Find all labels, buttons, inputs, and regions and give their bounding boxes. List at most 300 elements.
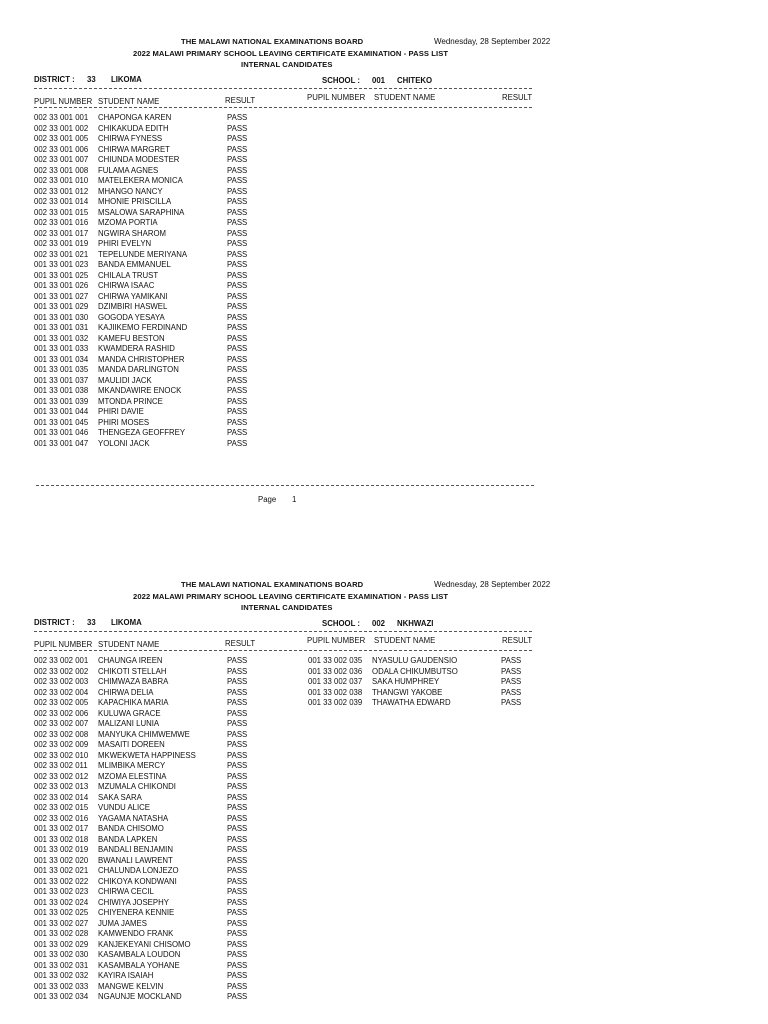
result-value: PASS xyxy=(227,165,248,175)
student-name: MANDA CHRISTOPHER xyxy=(98,354,185,364)
pupil-number: 002 33 002 011 xyxy=(34,761,88,770)
result-value: PASS xyxy=(227,155,248,164)
student-name: MZUMALA CHIKONDI xyxy=(98,782,176,791)
pupil-number: 001 33 002 036 xyxy=(308,666,363,676)
result-value: PASS xyxy=(501,698,522,707)
result-row xyxy=(34,877,274,888)
result-value: PASS xyxy=(227,855,248,865)
result-value: PASS xyxy=(227,144,248,154)
pupil-number: 001 33 002 038 xyxy=(308,687,363,697)
result-row xyxy=(34,929,274,940)
pupil-number: 002 33 002 010 xyxy=(34,750,89,760)
pupil-number: 001 33 002 037 xyxy=(308,677,363,686)
result-row xyxy=(34,407,274,418)
pupil-number: 002 33 002 012 xyxy=(34,771,89,781)
student-name: MKWEKWETA HAPPINESS xyxy=(98,750,196,760)
pupil-number: 002 33 001 006 xyxy=(34,144,89,154)
result-row xyxy=(34,229,274,240)
student-name: KULUWA GRACE xyxy=(98,708,161,718)
result-value: PASS xyxy=(227,270,248,280)
pupil-number: 001 33 001 038 xyxy=(34,386,89,395)
board-title: THE MALAWI NATIONAL EXAMINATIONS BOARD xyxy=(181,37,364,46)
student-name: MSALOWA SARAPHINA xyxy=(98,207,185,217)
result-row xyxy=(34,155,274,166)
result-row xyxy=(34,824,274,835)
student-name: CHIRWA YAMIKANI xyxy=(98,291,168,301)
district-code: 33 xyxy=(87,618,96,627)
pupil-number: 002 33 001 001 xyxy=(34,113,89,122)
result-row xyxy=(34,302,274,313)
result-row xyxy=(34,344,274,355)
student-name: BANDALI BENJAMIN xyxy=(98,845,173,854)
result-row xyxy=(34,418,274,429)
result-row xyxy=(34,271,274,282)
student-name: CHIWIYA JOSEPHY xyxy=(98,897,169,907)
pupil-number: 001 33 001 033 xyxy=(34,344,89,353)
page-number: 1 xyxy=(292,495,297,504)
result-value: PASS xyxy=(227,249,248,259)
pupil-number: 001 33 001 039 xyxy=(34,396,89,406)
result-row xyxy=(34,940,274,951)
results-list-right xyxy=(308,656,538,709)
pupil-number: 001 33 001 032 xyxy=(34,333,89,343)
result-row xyxy=(34,113,274,124)
result-value: PASS xyxy=(227,176,248,185)
result-value: PASS xyxy=(227,866,248,875)
pupil-number: 002 33 001 015 xyxy=(34,207,89,217)
result-row xyxy=(34,950,274,961)
student-name: GOGODA YESAYA xyxy=(98,312,165,322)
result-row xyxy=(34,197,274,208)
student-name: NGWIRA SHAROM xyxy=(98,228,167,238)
result-row xyxy=(34,866,274,877)
pupil-number: 001 33 001 045 xyxy=(34,417,89,427)
student-name: CHIKAKUDA EDITH xyxy=(98,123,169,133)
result-row xyxy=(34,919,274,930)
student-name: KAYIRA ISAIAH xyxy=(98,971,154,980)
result-row xyxy=(34,134,274,145)
student-name: MZOMA ELESTINA xyxy=(98,771,167,781)
result-value: PASS xyxy=(227,740,248,749)
pupil-number: 001 33 002 020 xyxy=(34,855,89,865)
student-name: THENGEZA GEOFFREY xyxy=(98,428,186,437)
pupil-number: 002 33 001 007 xyxy=(34,155,89,164)
result-value: PASS xyxy=(227,813,248,823)
result-row xyxy=(34,730,274,741)
student-name: FULAMA AGNES xyxy=(98,165,159,175)
student-name: MANGWE KELVIN xyxy=(98,981,164,991)
pupil-number: 001 33 001 034 xyxy=(34,354,89,364)
result-row xyxy=(34,887,274,898)
student-name: KASAMBALA YOHANE xyxy=(98,960,180,970)
result-value: PASS xyxy=(227,897,248,907)
pupil-number: 002 33 001 010 xyxy=(34,176,89,185)
student-name: YAGAMA NATASHA xyxy=(98,813,169,823)
result-row xyxy=(308,656,538,667)
col-header-student-name-right: STUDENT NAME xyxy=(374,93,436,102)
pupil-number: 001 33 002 023 xyxy=(34,887,89,896)
pupil-number: 001 33 001 029 xyxy=(34,302,89,311)
student-name: CHIRWA MARGRET xyxy=(98,144,170,154)
student-name: CHIMWAZA BABRA xyxy=(98,677,169,686)
result-value: PASS xyxy=(227,981,248,991)
result-row xyxy=(34,719,274,730)
student-name: KAPACHIKA MARIA xyxy=(98,698,169,707)
result-row xyxy=(34,908,274,919)
result-value: PASS xyxy=(227,365,248,374)
result-row xyxy=(308,688,538,699)
result-value: PASS xyxy=(227,344,248,353)
board-title: THE MALAWI NATIONAL EXAMINATIONS BOARD xyxy=(181,580,364,589)
result-value: PASS xyxy=(227,908,248,917)
result-value: PASS xyxy=(227,666,248,676)
student-name: CHAPONGA KAREN xyxy=(98,113,172,122)
result-row xyxy=(34,376,274,387)
student-name: KAJIIKEMO FERDINAND xyxy=(98,323,188,332)
result-value: PASS xyxy=(227,687,248,697)
pupil-number: 002 33 002 008 xyxy=(34,729,89,739)
result-value: PASS xyxy=(227,281,248,290)
student-name: CHALUNDA LONJEZO xyxy=(98,866,179,875)
student-name: MKANDAWIRE ENOCK xyxy=(98,386,182,395)
result-value: PASS xyxy=(227,782,248,791)
result-row xyxy=(34,688,274,699)
student-name: TEPELUNDE MERIYANA xyxy=(98,249,188,259)
result-value: PASS xyxy=(227,228,248,238)
student-name: SAKA HUMPHREY xyxy=(372,677,440,686)
student-name: THANGWI YAKOBE xyxy=(372,687,443,697)
pupil-number: 001 33 001 023 xyxy=(34,260,89,269)
result-row xyxy=(34,281,274,292)
student-name: THAWATHA EDWARD xyxy=(372,698,451,707)
result-value: PASS xyxy=(501,656,522,665)
result-row xyxy=(34,260,274,271)
result-row xyxy=(34,772,274,783)
divider xyxy=(34,650,532,651)
result-row xyxy=(34,898,274,909)
school-label: SCHOOL : xyxy=(322,76,360,85)
district-label: DISTRICT : xyxy=(34,75,75,84)
page-label: Page xyxy=(258,495,277,504)
student-name: VUNDU ALICE xyxy=(98,803,150,812)
col-header-student-name: STUDENT NAME xyxy=(98,97,160,106)
pupil-number: 001 33 001 031 xyxy=(34,323,89,332)
result-value: PASS xyxy=(227,761,248,770)
result-value: PASS xyxy=(227,677,248,686)
result-row xyxy=(34,334,274,345)
pupil-number: 001 33 002 017 xyxy=(34,824,89,833)
student-name: MASAITI DOREEN xyxy=(98,740,165,749)
result-value: PASS xyxy=(227,333,248,343)
pupil-number: 001 33 002 022 xyxy=(34,876,89,886)
pupil-number: 001 33 001 025 xyxy=(34,270,89,280)
student-name: JUMA JAMES xyxy=(98,918,147,928)
result-row xyxy=(34,961,274,972)
result-value: PASS xyxy=(227,950,248,959)
results-list-left xyxy=(34,113,274,449)
col-header-pupil-number: PUPIL NUMBER xyxy=(34,640,93,649)
pupil-number: 001 33 002 030 xyxy=(34,950,89,959)
result-row xyxy=(34,397,274,408)
pupil-number: 002 33 002 009 xyxy=(34,740,89,749)
student-name: KASAMBALA LOUDON xyxy=(98,950,181,959)
student-name: MANDA DARLINGTON xyxy=(98,365,179,374)
result-row xyxy=(34,166,274,177)
divider xyxy=(34,88,532,89)
result-row xyxy=(34,845,274,856)
result-row xyxy=(34,677,274,688)
school-code: 002 xyxy=(372,619,386,628)
pupil-number: 001 33 002 032 xyxy=(34,971,89,980)
student-name: KWAMDERA RASHID xyxy=(98,344,175,353)
result-value: PASS xyxy=(227,417,248,427)
report-date: Wednesday, 28 September 2022 xyxy=(434,37,551,46)
result-row xyxy=(308,698,538,709)
result-value: PASS xyxy=(227,207,248,217)
pupil-number: 001 33 001 037 xyxy=(34,375,89,385)
student-name: MLIMBIKA MERCY xyxy=(98,761,166,770)
pupil-number: 001 33 002 019 xyxy=(34,845,89,854)
student-name: CHIYENERA KENNIE xyxy=(98,908,175,917)
student-name: CHILALA TRUST xyxy=(98,270,159,280)
result-value: PASS xyxy=(227,302,248,311)
pupil-number: 001 33 002 039 xyxy=(308,698,363,707)
result-value: PASS xyxy=(227,803,248,812)
pupil-number: 002 33 001 021 xyxy=(34,249,89,259)
result-row xyxy=(34,698,274,709)
result-row xyxy=(34,145,274,156)
result-value: PASS xyxy=(227,239,248,248)
pupil-number: 001 33 002 018 xyxy=(34,834,89,844)
result-value: PASS xyxy=(227,123,248,133)
student-name: SAKA SARA xyxy=(98,792,142,802)
page-footer-divider xyxy=(36,485,534,486)
result-row xyxy=(34,176,274,187)
candidate-category: INTERNAL CANDIDATES xyxy=(241,603,333,612)
result-row xyxy=(34,740,274,751)
result-value: PASS xyxy=(227,260,248,269)
pupil-number: 001 33 002 024 xyxy=(34,897,89,907)
result-value: PASS xyxy=(227,428,248,437)
result-row xyxy=(34,782,274,793)
col-header-result: RESULT xyxy=(225,96,256,105)
result-value: PASS xyxy=(227,698,248,707)
result-row xyxy=(34,323,274,334)
result-row xyxy=(34,793,274,804)
pupil-number: 001 33 002 029 xyxy=(34,939,89,949)
result-value: PASS xyxy=(227,918,248,928)
result-value: PASS xyxy=(227,750,248,760)
school-name: NKHWAZI xyxy=(397,619,434,628)
candidate-category: INTERNAL CANDIDATES xyxy=(241,60,333,69)
result-row xyxy=(34,250,274,261)
result-row xyxy=(34,814,274,825)
district-name: LIKOMA xyxy=(111,618,142,627)
col-header-pupil-number-right: PUPIL NUMBER xyxy=(307,93,366,102)
student-name: DZIMBIRI HASWEL xyxy=(98,302,168,311)
student-name: CHIRWA CECIL xyxy=(98,887,154,896)
pupil-number: 001 33 001 027 xyxy=(34,291,89,301)
student-name: BANDA CHISOMO xyxy=(98,824,164,833)
result-value: PASS xyxy=(227,312,248,322)
pupil-number: 001 33 001 030 xyxy=(34,312,89,322)
result-value: PASS xyxy=(501,666,522,676)
pupil-number: 001 33 002 021 xyxy=(34,866,89,875)
divider xyxy=(34,107,532,108)
pupil-number: 002 33 002 004 xyxy=(34,687,89,697)
student-name: PHIRI MOSES xyxy=(98,417,150,427)
result-value: PASS xyxy=(227,887,248,896)
result-row xyxy=(34,709,274,720)
result-value: PASS xyxy=(227,771,248,781)
pupil-number: 002 33 001 002 xyxy=(34,123,89,133)
result-row xyxy=(34,292,274,303)
col-header-student-name: STUDENT NAME xyxy=(98,640,160,649)
result-value: PASS xyxy=(227,323,248,332)
result-row xyxy=(34,835,274,846)
result-row xyxy=(34,982,274,993)
school-code: 001 xyxy=(372,76,386,85)
report-date: Wednesday, 28 September 2022 xyxy=(434,580,551,589)
pass-list-page-2 xyxy=(0,543,768,1024)
pupil-number: 001 33 002 028 xyxy=(34,929,89,938)
result-value: PASS xyxy=(227,438,248,448)
pupil-number: 001 33 002 034 xyxy=(34,992,89,1001)
student-name: PHIRI EVELYN xyxy=(98,239,152,248)
student-name: YOLONI JACK xyxy=(98,438,150,448)
result-row xyxy=(34,667,274,678)
result-value: PASS xyxy=(227,845,248,854)
student-name: CHIKOYA KONDWANI xyxy=(98,876,177,886)
student-name: MAULIDI JACK xyxy=(98,375,152,385)
pupil-number: 002 33 002 013 xyxy=(34,782,89,791)
pupil-number: 002 33 001 017 xyxy=(34,228,89,238)
result-value: PASS xyxy=(227,971,248,980)
divider xyxy=(34,631,532,632)
pupil-number: 001 33 002 025 xyxy=(34,908,89,917)
col-header-pupil-number: PUPIL NUMBER xyxy=(34,97,93,106)
result-row xyxy=(34,187,274,198)
student-name: CHAUNGA IREEN xyxy=(98,656,163,665)
school-name: CHITEKO xyxy=(397,76,433,85)
result-value: PASS xyxy=(227,876,248,886)
result-value: PASS xyxy=(227,992,248,1001)
pupil-number: 002 33 002 001 xyxy=(34,656,89,665)
student-name: CHIRWA ISAAC xyxy=(98,281,155,290)
student-name: MZOMA PORTIA xyxy=(98,218,158,227)
pupil-number: 001 33 001 035 xyxy=(34,365,89,374)
result-value: PASS xyxy=(227,729,248,739)
pupil-number: 002 33 001 019 xyxy=(34,239,89,248)
result-value: PASS xyxy=(227,354,248,364)
result-row xyxy=(34,386,274,397)
result-row xyxy=(34,761,274,772)
student-name: ODALA CHIKUMBUTSO xyxy=(372,666,458,676)
result-row xyxy=(34,365,274,376)
student-name: MHONIE PRISCILLA xyxy=(98,197,172,206)
student-name: BANDA LAPKEN xyxy=(98,834,158,844)
result-row xyxy=(34,439,274,450)
result-value: PASS xyxy=(227,792,248,802)
pupil-number: 002 33 002 015 xyxy=(34,803,89,812)
pupil-number: 002 33 002 014 xyxy=(34,792,89,802)
result-value: PASS xyxy=(227,113,248,122)
pupil-number: 002 33 002 002 xyxy=(34,666,89,676)
result-value: PASS xyxy=(227,186,248,196)
result-row xyxy=(34,803,274,814)
result-value: PASS xyxy=(227,708,248,718)
result-value: PASS xyxy=(501,677,522,686)
result-row xyxy=(308,667,538,678)
result-value: PASS xyxy=(227,134,248,143)
pupil-number: 001 33 001 044 xyxy=(34,407,89,416)
pupil-number: 002 33 002 006 xyxy=(34,708,89,718)
pupil-number: 002 33 002 005 xyxy=(34,698,89,707)
result-value: PASS xyxy=(227,386,248,395)
result-row xyxy=(34,656,274,667)
results-list-left xyxy=(34,656,274,1003)
result-value: PASS xyxy=(227,824,248,833)
result-row xyxy=(34,428,274,439)
result-value: PASS xyxy=(227,960,248,970)
result-value: PASS xyxy=(227,656,248,665)
pupil-number: 001 33 001 046 xyxy=(34,428,89,437)
student-name: MALIZANI LUNIA xyxy=(98,719,160,728)
student-name: MTONDA PRINCE xyxy=(98,396,163,406)
student-name: MANYUKA CHIMWEMWE xyxy=(98,729,190,739)
exam-title: 2022 MALAWI PRIMARY SCHOOL LEAVING CERTIFICATE EXAMINATION - PASS LIST xyxy=(133,592,449,601)
district-code: 33 xyxy=(87,75,96,84)
result-value: PASS xyxy=(227,291,248,301)
student-name: CHIRWA FYNESS xyxy=(98,134,163,143)
result-row xyxy=(34,992,274,1003)
result-row xyxy=(34,751,274,762)
result-value: PASS xyxy=(227,719,248,728)
pupil-number: 002 33 001 008 xyxy=(34,165,89,175)
student-name: KAMEFU BESTON xyxy=(98,333,165,343)
result-value: PASS xyxy=(227,218,248,227)
student-name: CHIKOTI STELLAH xyxy=(98,666,167,676)
result-row xyxy=(34,124,274,135)
col-header-result-right: RESULT xyxy=(502,93,533,102)
pupil-number: 001 33 001 047 xyxy=(34,438,89,448)
result-row xyxy=(34,218,274,229)
student-name: NYASULU GAUDENSIO xyxy=(372,656,458,665)
student-name: MHANGO NANCY xyxy=(98,186,163,196)
result-value: PASS xyxy=(227,396,248,406)
col-header-result-right: RESULT xyxy=(502,636,533,645)
student-name: BANDA EMMANUEL xyxy=(98,260,171,269)
pupil-number: 001 33 002 027 xyxy=(34,918,89,928)
result-row xyxy=(34,856,274,867)
student-name: CHIRWA DELIA xyxy=(98,687,154,697)
student-name: MATELEKERA MONICA xyxy=(98,176,183,185)
result-value: PASS xyxy=(501,687,522,697)
pupil-number: 002 33 001 016 xyxy=(34,218,89,227)
student-name: CHIUNDA MODESTER xyxy=(98,155,180,164)
student-name: KAMWENDO FRANK xyxy=(98,929,174,938)
student-name: PHIRI DAVIE xyxy=(98,407,144,416)
result-row xyxy=(34,971,274,982)
school-label: SCHOOL : xyxy=(322,619,360,628)
pupil-number: 002 33 001 014 xyxy=(34,197,89,206)
pupil-number: 001 33 001 026 xyxy=(34,281,89,290)
pupil-number: 002 33 001 005 xyxy=(34,134,89,143)
result-value: PASS xyxy=(227,929,248,938)
student-name: BWANALI LAWRENT xyxy=(98,855,173,865)
result-row xyxy=(34,239,274,250)
result-value: PASS xyxy=(227,197,248,206)
